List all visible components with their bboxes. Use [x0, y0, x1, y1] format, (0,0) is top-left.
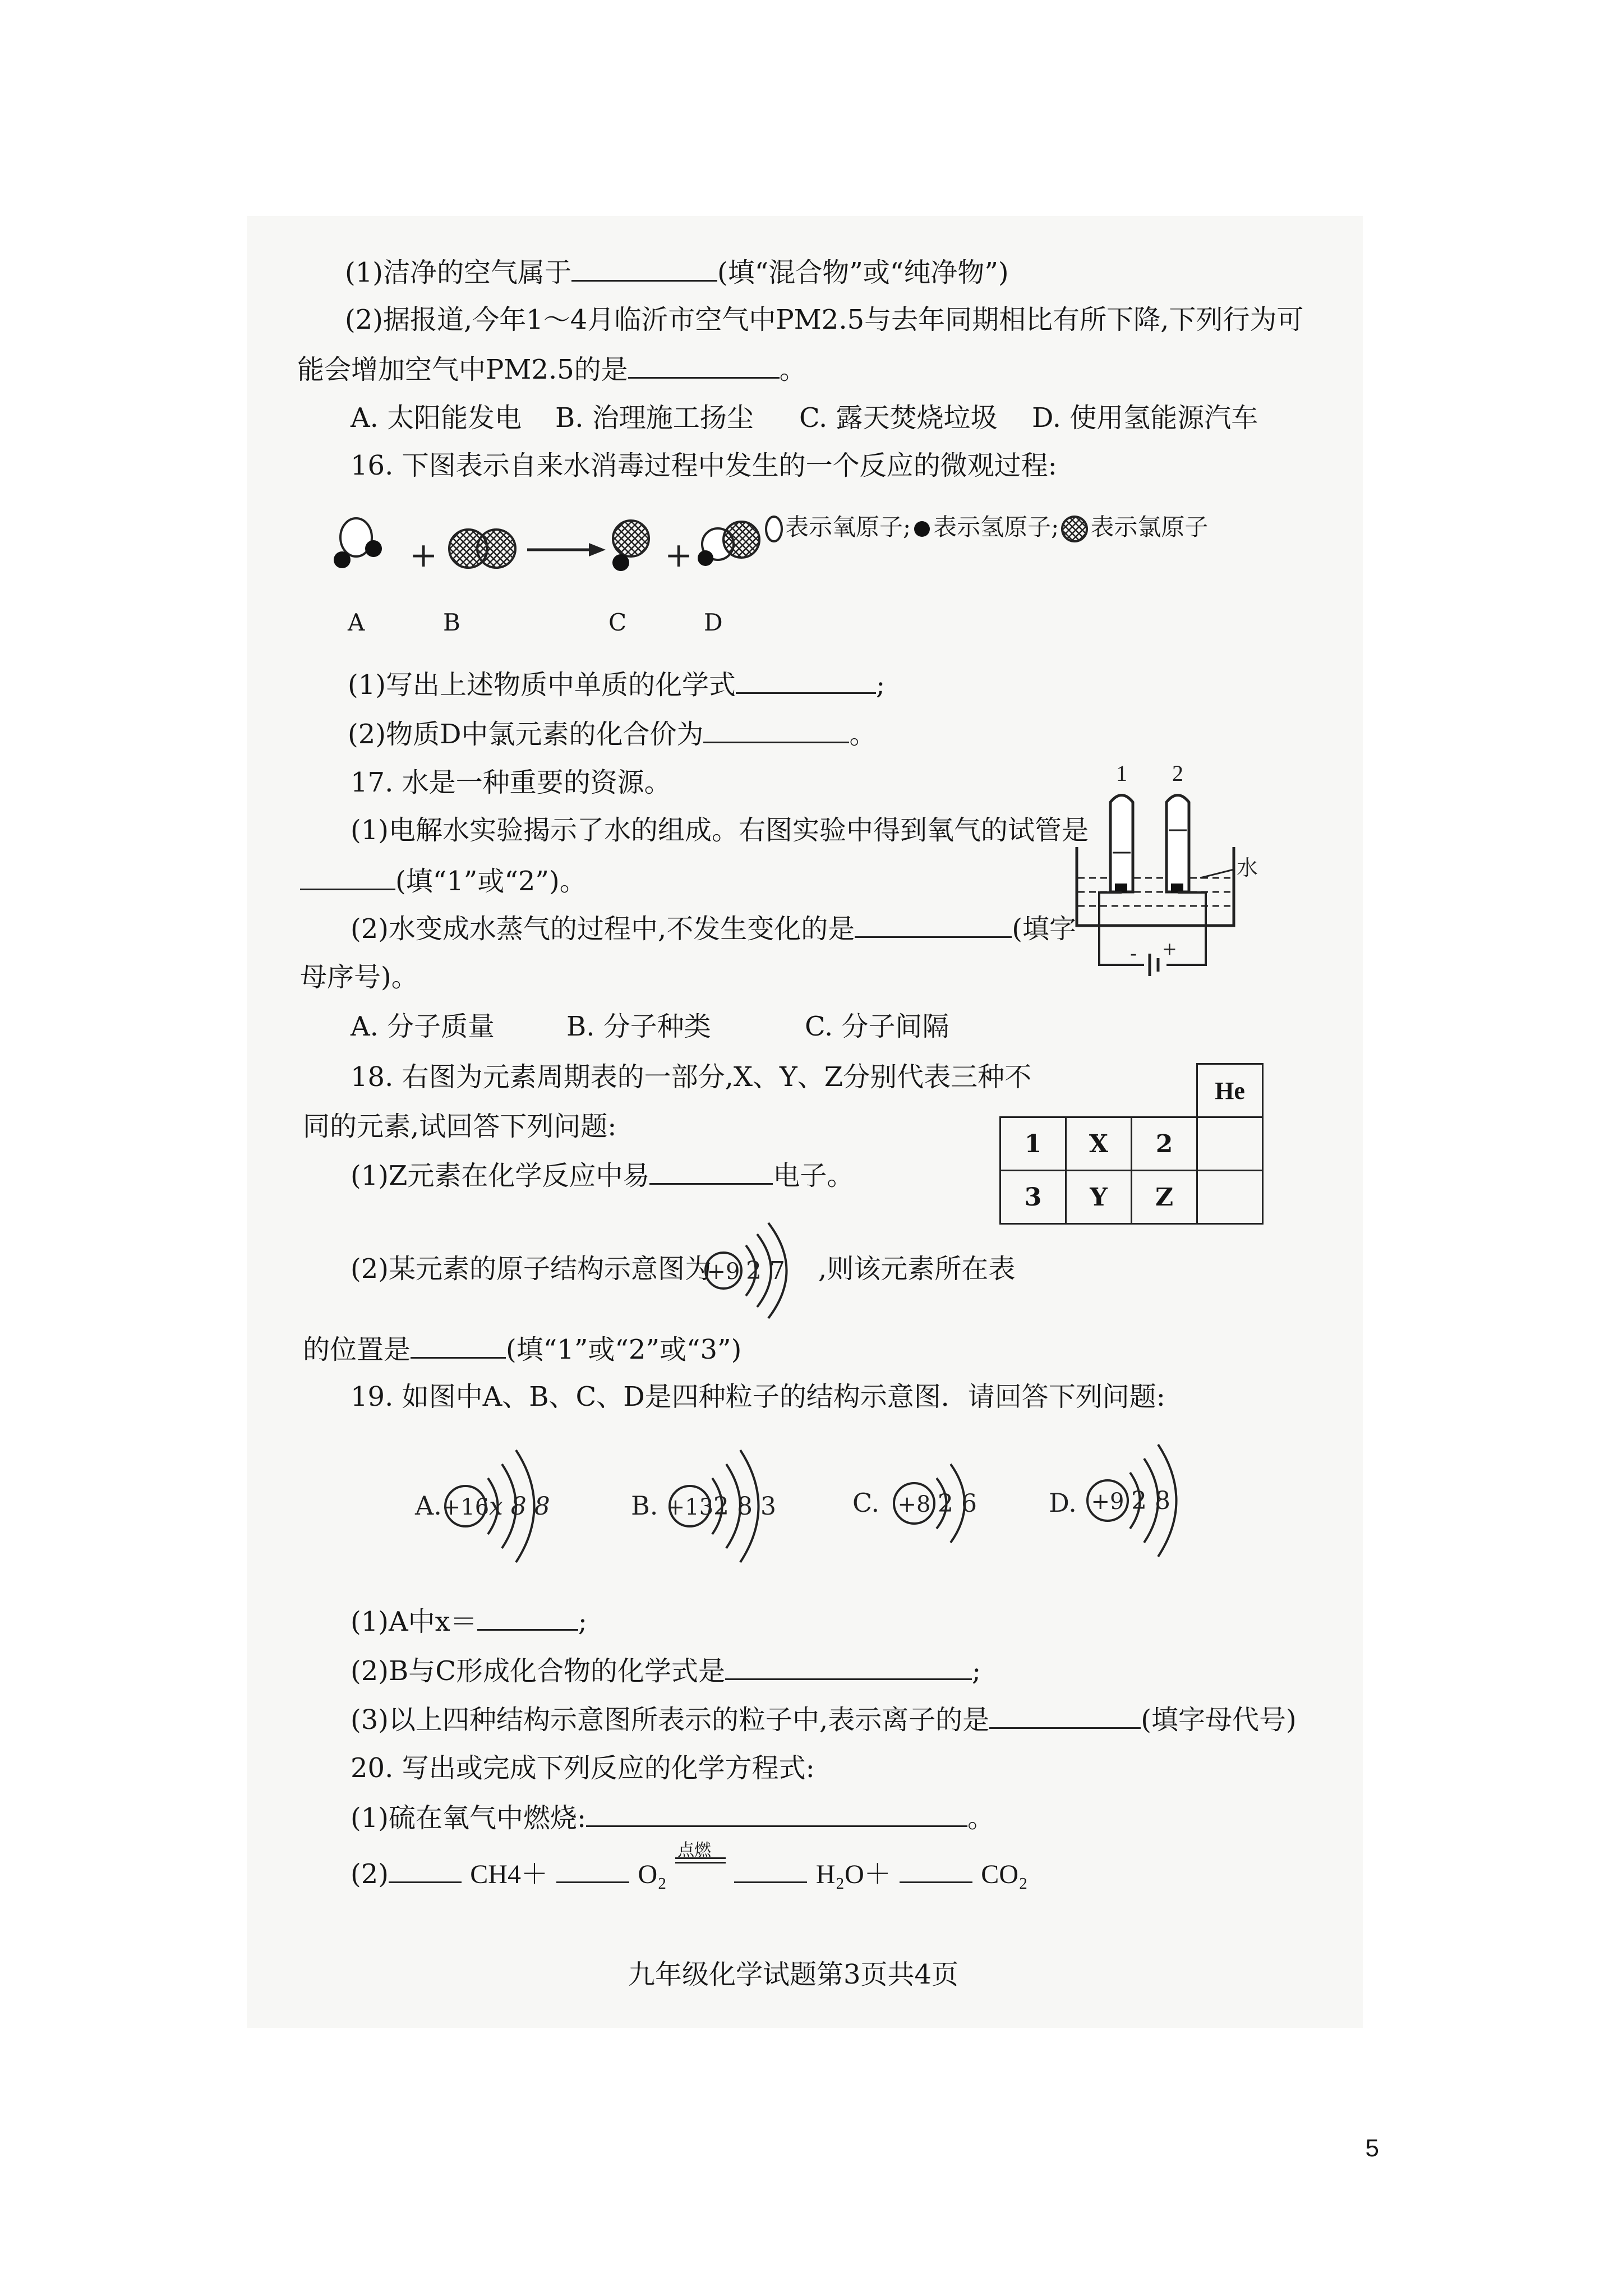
cell-2: 2 — [1132, 1117, 1197, 1171]
chlorine-atom-icon — [1059, 513, 1090, 545]
tube-2-label: 2 — [1172, 761, 1183, 786]
label-a: A — [348, 609, 365, 636]
molecule-d — [698, 522, 759, 566]
atom-structure-diagram — [693, 1214, 794, 1327]
plus-sign: + — [1162, 938, 1177, 959]
tube-1-label: 1 — [1116, 761, 1127, 786]
q15-part2-line2: 能会增加空气中PM2.5的是 。 — [297, 352, 806, 386]
nucleus-charge: +9 — [1091, 1489, 1124, 1515]
q17-option-c: C. 分子间隔 — [805, 1011, 949, 1042]
electron-shells: 2 8 3 — [713, 1492, 776, 1521]
particle-d — [1049, 1444, 1177, 1557]
q18-part2: (2)某元素的原子结构示意图为 ,则该元素所在表 — [351, 1253, 1016, 1285]
minus-sign: - — [1130, 942, 1137, 965]
nucleus-charge: +8 — [897, 1492, 931, 1517]
cell-1: 1 — [1000, 1117, 1066, 1171]
page-footer: 九年级化学试题第3页共4页 — [628, 1959, 959, 1990]
q17-part2: (2)水变成水蒸气的过程中,不发生变化的是 (填字 — [351, 912, 1076, 946]
electron-shells: 2 8 — [1131, 1487, 1170, 1515]
q15-option-c: C. 露天焚烧垃圾 — [799, 402, 998, 434]
particle-b — [631, 1450, 776, 1562]
q16-part1: (1)写出上述物质中单质的化学式 ; — [348, 668, 885, 702]
q19-part2: (2)B与C形成化合物的化学式是 ; — [351, 1654, 981, 1688]
particle-structure-diagrams — [404, 1430, 1217, 1571]
q19-stem: 19. 如图中A、B、C、D是四种粒子的结构示意图．请回答下列问题: — [351, 1381, 1165, 1412]
q16-part2: (2)物质D中氯元素的化合价为 。 — [348, 717, 877, 751]
nucleus-charge: +9 — [707, 1259, 740, 1285]
particle-label: B. — [631, 1490, 658, 1521]
reaction-arrow — [527, 543, 606, 556]
cell-empty — [1197, 1117, 1263, 1171]
particle-c — [852, 1464, 977, 1543]
test-tube-2 — [1166, 795, 1189, 892]
q19-part3: (3)以上四种结构示意图所表示的粒子中,表示离子的是 (填字母代号) — [351, 1703, 1297, 1737]
q18-part1: (1)Z元素在化学反应中易 电子。 — [351, 1158, 854, 1193]
label-b: B — [443, 609, 460, 636]
q20-stem: 20. 写出或完成下列反应的化学方程式: — [351, 1752, 815, 1784]
periodic-table — [999, 1063, 1264, 1225]
q20-part1: (1)硫在氧气中燃烧: 。 — [351, 1801, 994, 1835]
molecule-c — [612, 521, 649, 571]
q15-option-d: D. 使用氢能源汽车 — [1032, 402, 1258, 434]
plus-sign: + — [409, 536, 438, 575]
particle-label: D. — [1049, 1488, 1077, 1518]
legend: 表示氧原子; 表示氢原子; 表示氯原子 — [763, 510, 1208, 545]
q17-part1-line2: (填“1”或“2”)。 — [300, 864, 587, 898]
electron-shells: 2 7 — [746, 1257, 785, 1285]
q18-part2-line2: 的位置是 (填“1”或“2”或“3”) — [303, 1332, 741, 1366]
cell-x: X — [1066, 1117, 1132, 1171]
molecule-b — [449, 530, 515, 568]
label-c: C — [608, 609, 627, 636]
cell-3: 3 — [1000, 1171, 1066, 1224]
particle-a — [414, 1450, 550, 1562]
cell-he: He — [1197, 1064, 1263, 1117]
q16-stem: 16. 下图表示自来水消毒过程中发生的一个反应的微观过程: — [351, 450, 1057, 481]
q17-option-a: A. 分子质量 — [351, 1011, 495, 1042]
electron-shells: 2 6 — [938, 1489, 977, 1518]
page-number: 5 — [1365, 2134, 1379, 2162]
particle-label: C. — [852, 1488, 880, 1518]
q18-stem-line1: 18. 右图为元素周期表的一部分,X、Y、Z分别代表三种不 — [351, 1061, 1032, 1093]
q15-part2-line1: (2)据报道,今年1～4月临沂市空气中PM2.5与去年同期相比有所下降,下列行为可 — [345, 304, 1304, 335]
q17-part1-line1: (1)电解水实验揭示了水的组成。右图实验中得到氧气的试管是 — [351, 815, 1089, 846]
particle-label: A. — [415, 1490, 442, 1521]
oxygen-atom-icon — [763, 513, 785, 545]
q15-part1: (1)洁净的空气属于 (填“混合物”或“纯净物”) — [345, 255, 1009, 289]
electrolysis-apparatus — [1066, 757, 1279, 982]
q18-stem-line2: 同的元素,试回答下列问题: — [303, 1111, 617, 1142]
nucleus-charge: +16 — [441, 1494, 490, 1520]
q17-part2-line2: 母序号)。 — [300, 961, 418, 993]
q17-option-b: B. 分子种类 — [566, 1011, 711, 1042]
reaction-condition: 点燃 — [675, 1858, 726, 1883]
label-d: D — [704, 609, 723, 636]
water-label: 水 — [1237, 855, 1258, 880]
test-tube-1 — [1110, 795, 1133, 892]
hydrogen-atom-icon — [911, 513, 933, 545]
molecule-a — [334, 518, 382, 568]
electron-shells: x 8 8 — [489, 1492, 550, 1521]
q17-stem: 17. 水是一种重要的资源。 — [351, 767, 671, 798]
cell-z: Z — [1132, 1171, 1197, 1224]
water-pointer — [1200, 869, 1234, 878]
nucleus-charge: +13 — [666, 1494, 714, 1520]
q15-option-b: B. 治理施工扬尘 — [555, 402, 754, 434]
cell-y: Y — [1066, 1171, 1132, 1224]
q20-part2-equation: (2) CH4＋ O₂ 点燃 H₂O＋ CO₂ — [351, 1841, 1028, 1890]
plus-sign: + — [665, 536, 693, 575]
cell-empty — [1197, 1171, 1263, 1224]
q15-option-a: A. 太阳能发电 — [351, 402, 522, 434]
q19-part1: (1)A中x＝ ; — [351, 1604, 587, 1639]
